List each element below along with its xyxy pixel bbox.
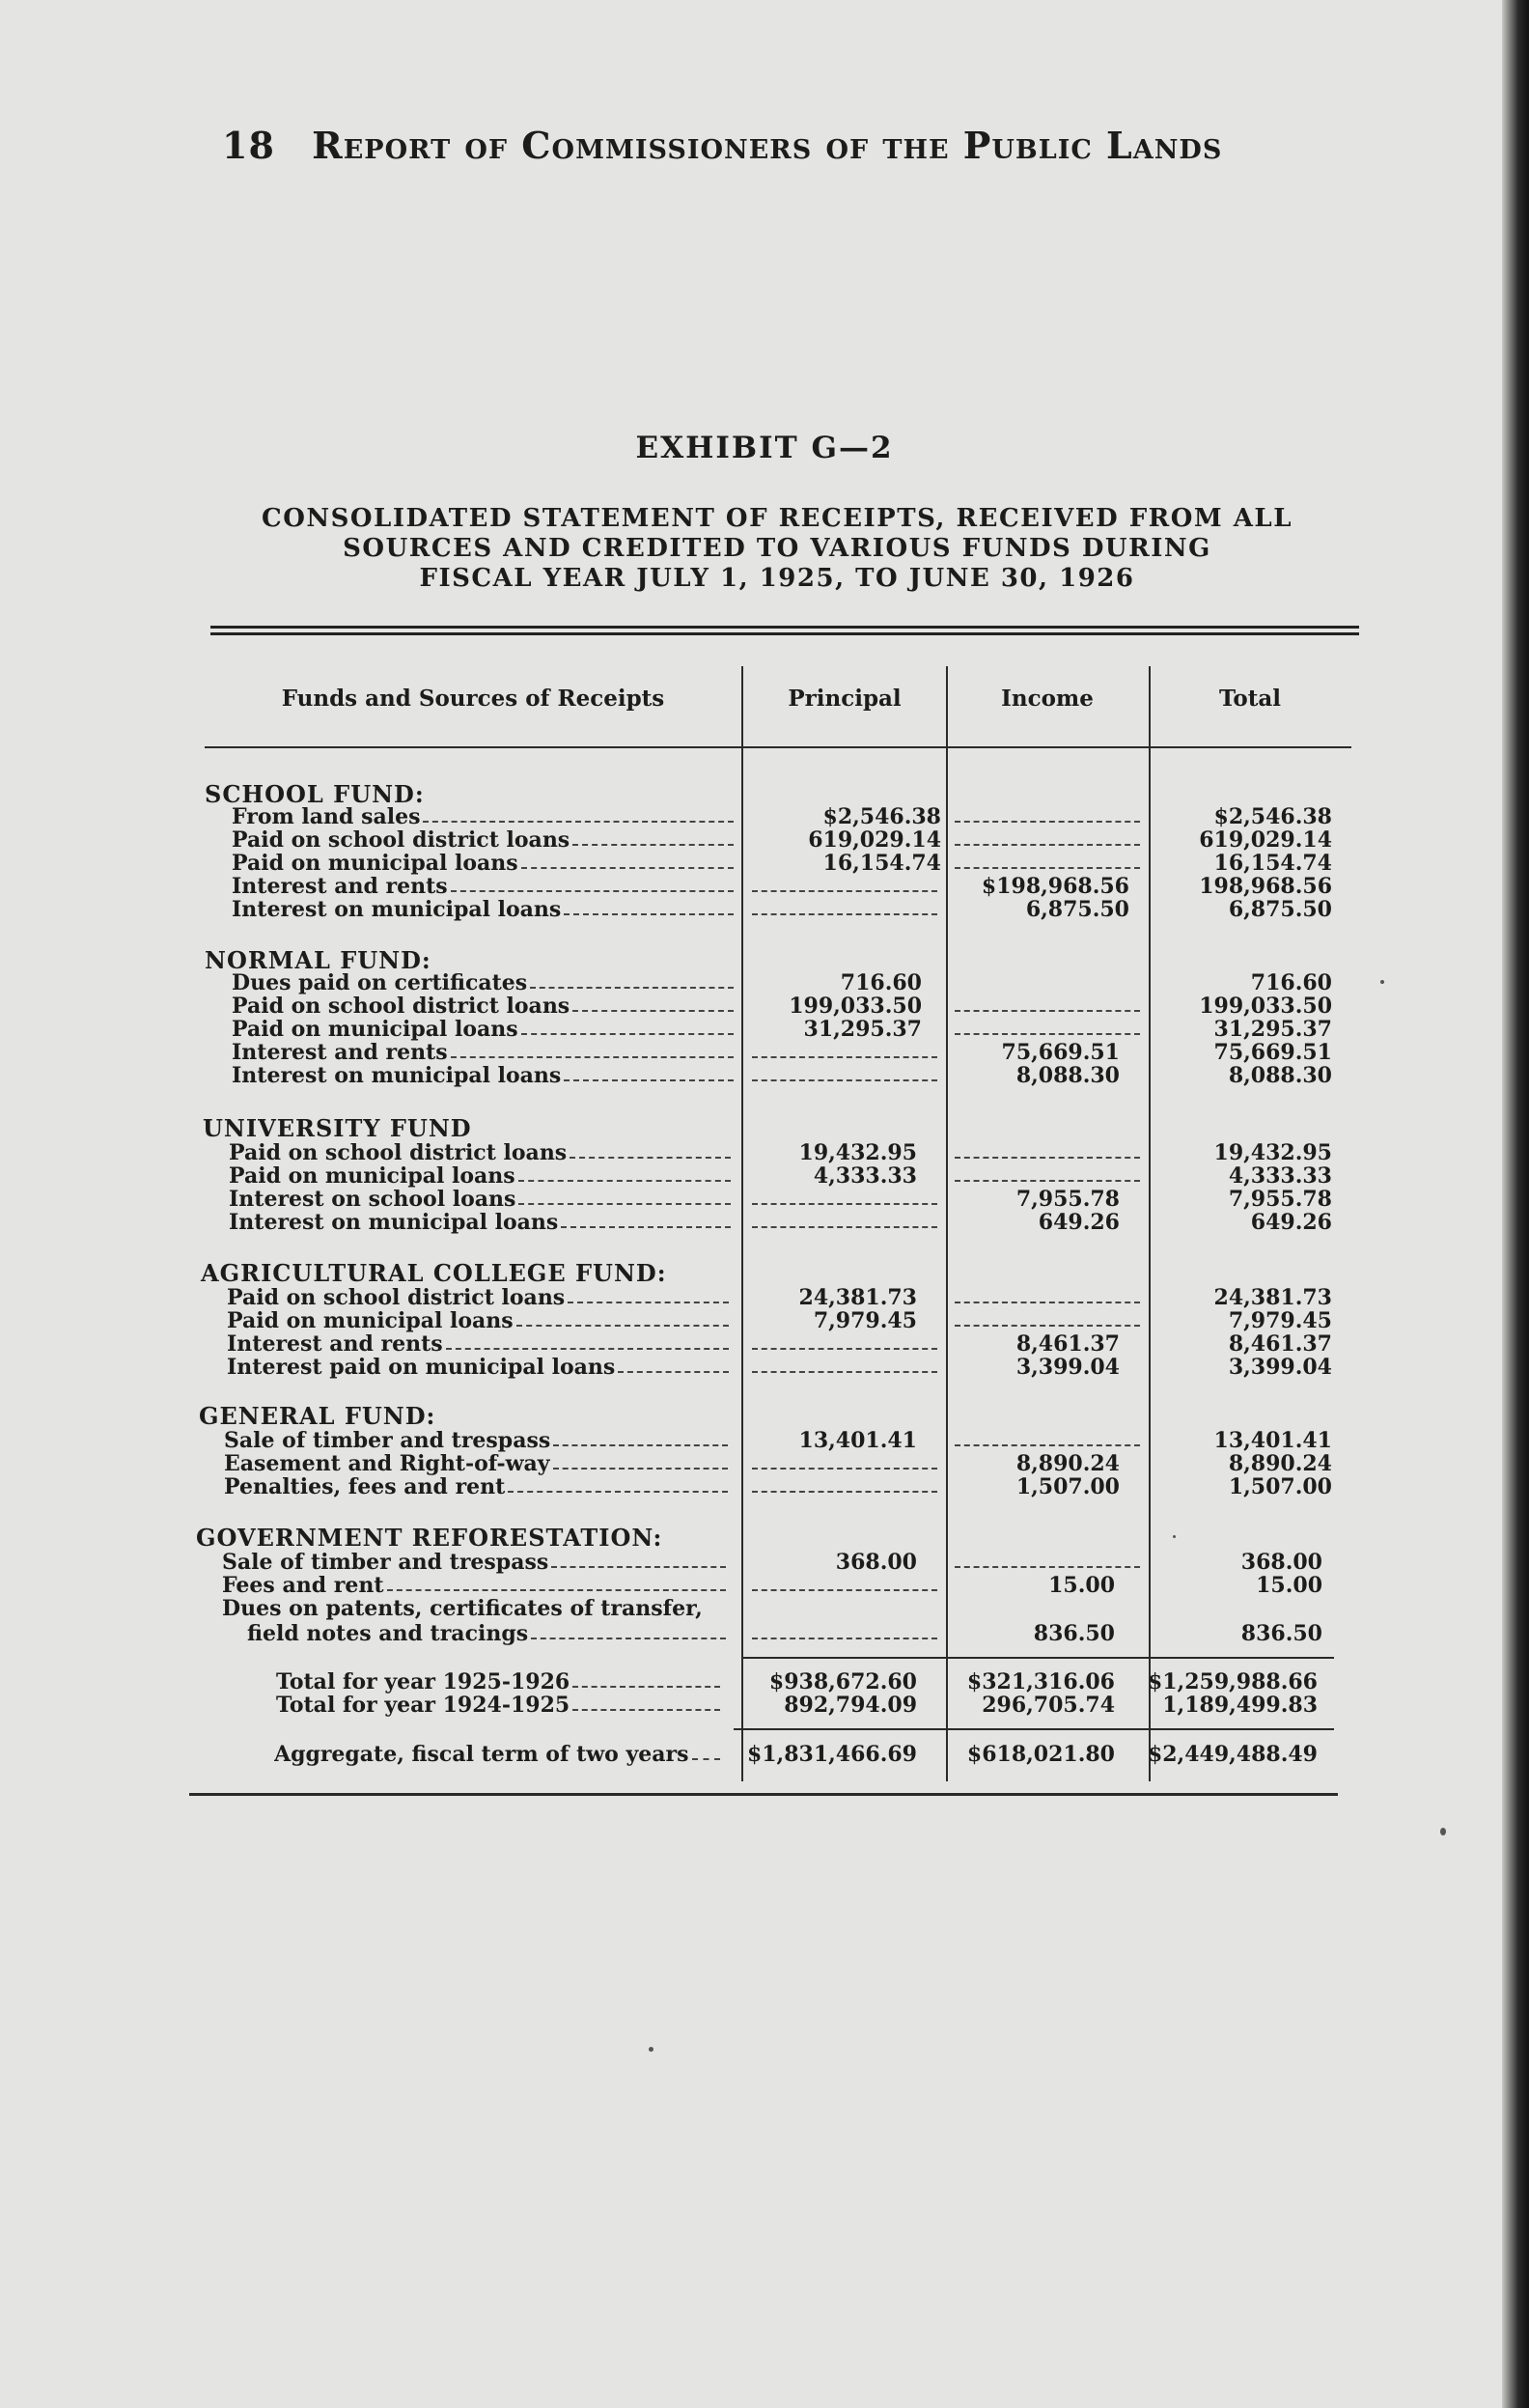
group-title-reforestation: GOVERNMENT REFORESTATION: bbox=[196, 1524, 663, 1552]
cell-principal bbox=[748, 1332, 941, 1357]
row-label: Interest and rents bbox=[232, 1041, 734, 1065]
cell-total: 4,333.33 bbox=[1228, 1163, 1332, 1189]
cell-income: 649.26 bbox=[1038, 1210, 1120, 1235]
cell-total: 368.00 bbox=[1240, 1550, 1322, 1575]
group-title-school: SCHOOL FUND: bbox=[205, 780, 425, 808]
row-label: Dues paid on certificates bbox=[232, 971, 734, 995]
cell-principal bbox=[748, 1041, 941, 1065]
cell-principal bbox=[748, 898, 941, 922]
cell-income bbox=[951, 1309, 1144, 1333]
header-rule bbox=[205, 746, 1351, 748]
row-label: Sale of timber and trespass bbox=[224, 1429, 728, 1453]
cell-principal: 4,333.33 bbox=[813, 1163, 917, 1189]
cell-income bbox=[951, 852, 1144, 876]
group-title-agricultural: AGRICULTURAL COLLEGE FUND: bbox=[201, 1259, 667, 1287]
cell-total: 6,875.50 bbox=[1228, 897, 1332, 922]
total-total: 1,189,499.83 bbox=[1162, 1693, 1318, 1718]
cell-principal: 619,029.14 bbox=[808, 827, 941, 853]
group-title-university: UNIVERSITY FUND bbox=[203, 1114, 472, 1142]
aggregate-label: Aggregate, fiscal term of two years bbox=[274, 1743, 720, 1767]
exhibit-title: EXHIBIT G—2 bbox=[635, 431, 894, 465]
cell-total: 19,432.95 bbox=[1213, 1140, 1332, 1165]
subtitle-line: CONSOLIDATED STATEMENT OF RECEIPTS, RECEIVED FROM ALL bbox=[262, 504, 1293, 533]
row-label: Easement and Right-of-way bbox=[224, 1452, 728, 1476]
row-label: Interest and rents bbox=[227, 1332, 729, 1357]
cell-total: 649.26 bbox=[1250, 1210, 1332, 1235]
cell-principal: 716.60 bbox=[840, 970, 922, 995]
column-rule bbox=[946, 666, 948, 1781]
cell-total: 7,955.78 bbox=[1228, 1187, 1332, 1212]
total-total: $1,259,988.66 bbox=[1147, 1669, 1318, 1694]
cell-income bbox=[951, 1141, 1144, 1165]
row-label: From land sales bbox=[232, 805, 734, 829]
subtitle-line: FISCAL YEAR JULY 1, 1925, TO JUNE 30, 1926 bbox=[419, 564, 1135, 593]
row-label: Interest on municipal loans bbox=[232, 1064, 734, 1088]
cell-income: 836.50 bbox=[1033, 1621, 1115, 1646]
row-label: Interest and rents bbox=[232, 875, 734, 899]
aggregate-total: $2,449,488.49 bbox=[1147, 1742, 1318, 1767]
cell-total: 8,088.30 bbox=[1228, 1063, 1332, 1088]
cell-income bbox=[951, 1429, 1144, 1453]
cell-income bbox=[951, 994, 1144, 1019]
cell-principal: $2,546.38 bbox=[822, 804, 941, 829]
cell-income: 15.00 bbox=[1048, 1573, 1115, 1598]
running-title: Report of Commissioners of the Public Lands bbox=[312, 124, 1223, 167]
row-label: Interest paid on municipal loans bbox=[227, 1356, 729, 1380]
cell-total: 75,669.51 bbox=[1213, 1040, 1332, 1065]
row-label: Interest on municipal loans bbox=[232, 898, 734, 922]
cell-principal: 7,979.45 bbox=[813, 1308, 917, 1333]
table-top-rule bbox=[210, 626, 1359, 635]
cell-total: 3,399.04 bbox=[1228, 1355, 1332, 1380]
cell-income bbox=[951, 805, 1144, 829]
row-label: Paid on school district loans bbox=[229, 1141, 731, 1165]
cell-principal bbox=[748, 875, 941, 899]
row-label: Paid on municipal loans bbox=[229, 1164, 731, 1189]
cell-principal bbox=[748, 1475, 941, 1499]
paper-speck bbox=[1380, 980, 1384, 984]
cell-income bbox=[951, 828, 1144, 853]
cell-total: 198,968.56 bbox=[1199, 874, 1332, 899]
cell-principal: 19,432.95 bbox=[798, 1140, 917, 1165]
table-bottom-rule bbox=[189, 1793, 1338, 1796]
cell-principal: 368.00 bbox=[835, 1550, 917, 1575]
cell-principal: 31,295.37 bbox=[803, 1017, 922, 1042]
cell-income bbox=[951, 1286, 1144, 1310]
cell-total: 15.00 bbox=[1256, 1573, 1322, 1598]
cell-income: 75,669.51 bbox=[1001, 1040, 1120, 1065]
row-label: Paid on municipal loans bbox=[232, 1018, 734, 1042]
column-header-income: Income bbox=[1001, 686, 1094, 712]
cell-principal bbox=[748, 1064, 941, 1088]
row-label: Paid on municipal loans bbox=[232, 852, 734, 876]
running-head bbox=[222, 124, 1332, 167]
cell-total: 836.50 bbox=[1240, 1621, 1322, 1646]
cell-total: 16,154.74 bbox=[1213, 851, 1332, 876]
total-principal: $938,672.60 bbox=[768, 1669, 917, 1694]
statement-subtitle bbox=[193, 504, 1361, 594]
column-header-label: Funds and Sources of Receipts bbox=[281, 686, 665, 712]
subtitle-line: SOURCES AND CREDITED TO VARIOUS FUNDS DURING bbox=[343, 534, 1211, 563]
cell-principal: 13,401.41 bbox=[798, 1428, 917, 1453]
cell-total: $2,546.38 bbox=[1213, 804, 1332, 829]
row-label: Fees and rent bbox=[222, 1574, 726, 1598]
cell-principal bbox=[748, 1452, 941, 1476]
cell-total: 199,033.50 bbox=[1199, 994, 1332, 1019]
cell-principal bbox=[748, 1188, 941, 1212]
cell-income: 3,399.04 bbox=[1015, 1355, 1120, 1380]
row-label: Paid on school district loans bbox=[227, 1286, 729, 1310]
group-title-general: GENERAL FUND: bbox=[199, 1402, 436, 1430]
cell-principal bbox=[748, 1622, 941, 1646]
cell-income: 6,875.50 bbox=[1025, 897, 1129, 922]
cell-total: 8,461.37 bbox=[1228, 1331, 1332, 1357]
row-label-line1: Dues on patents, certificates of transfer, bbox=[222, 1597, 703, 1621]
total-label: Total for year 1924-1925 bbox=[276, 1694, 720, 1718]
cell-income bbox=[951, 1164, 1144, 1189]
row-label: Sale of timber and trespass bbox=[222, 1551, 726, 1575]
cell-income: 8,088.30 bbox=[1015, 1063, 1120, 1088]
row-label: Interest on municipal loans bbox=[229, 1211, 731, 1235]
cell-principal: 16,154.74 bbox=[822, 851, 941, 876]
cell-total: 619,029.14 bbox=[1199, 827, 1332, 853]
cell-income: $198,968.56 bbox=[981, 874, 1129, 899]
cell-principal: 24,381.73 bbox=[798, 1285, 917, 1310]
total-principal: 892,794.09 bbox=[784, 1693, 917, 1718]
row-label: Paid on municipal loans bbox=[227, 1309, 729, 1333]
paper-speck bbox=[649, 2047, 653, 2052]
aggregate-rule bbox=[734, 1728, 1334, 1730]
cell-income: 8,890.24 bbox=[1015, 1451, 1120, 1476]
column-header-principal: Principal bbox=[788, 686, 902, 712]
cell-principal bbox=[748, 1574, 941, 1598]
row-label: field notes and tracings bbox=[247, 1622, 726, 1646]
total-income: $321,316.06 bbox=[966, 1669, 1115, 1694]
column-rule bbox=[741, 666, 743, 1781]
cell-income bbox=[951, 971, 1144, 995]
cell-total: 716.60 bbox=[1250, 970, 1332, 995]
cell-principal bbox=[748, 1356, 941, 1380]
total-label: Total for year 1925-1926 bbox=[276, 1670, 720, 1694]
cell-income bbox=[951, 1551, 1144, 1575]
cell-total: 24,381.73 bbox=[1213, 1285, 1332, 1310]
page-number: 18 bbox=[222, 124, 275, 167]
group-title-normal: NORMAL FUND: bbox=[205, 946, 431, 974]
cell-income: 7,955.78 bbox=[1015, 1187, 1120, 1212]
row-label: Paid on school district loans bbox=[232, 994, 734, 1019]
cell-income bbox=[951, 1018, 1144, 1042]
paper-speck bbox=[1440, 1828, 1446, 1835]
paper-speck bbox=[1173, 1535, 1176, 1538]
cell-principal bbox=[748, 1211, 941, 1235]
cell-total: 7,979.45 bbox=[1228, 1308, 1332, 1333]
cell-income: 8,461.37 bbox=[1015, 1331, 1120, 1357]
aggregate-principal: $1,831,466.69 bbox=[746, 1742, 917, 1767]
row-label: Interest on school loans bbox=[229, 1188, 731, 1212]
column-header-total: Total bbox=[1218, 686, 1282, 712]
aggregate-income: $618,021.80 bbox=[966, 1742, 1115, 1767]
cell-total: 31,295.37 bbox=[1213, 1017, 1332, 1042]
cell-principal: 199,033.50 bbox=[789, 994, 922, 1019]
column-rule bbox=[1149, 666, 1151, 1781]
total-income: 296,705.74 bbox=[982, 1693, 1115, 1718]
cell-total: 1,507.00 bbox=[1228, 1474, 1332, 1499]
cell-income: 1,507.00 bbox=[1015, 1474, 1120, 1499]
cell-total: 13,401.41 bbox=[1213, 1428, 1332, 1453]
cell-total: 8,890.24 bbox=[1228, 1451, 1332, 1476]
row-label: Penalties, fees and rent bbox=[224, 1475, 728, 1499]
totals-rule bbox=[741, 1657, 1334, 1659]
page-edge-shadow bbox=[1502, 0, 1529, 2408]
row-label: Paid on school district loans bbox=[232, 828, 734, 853]
